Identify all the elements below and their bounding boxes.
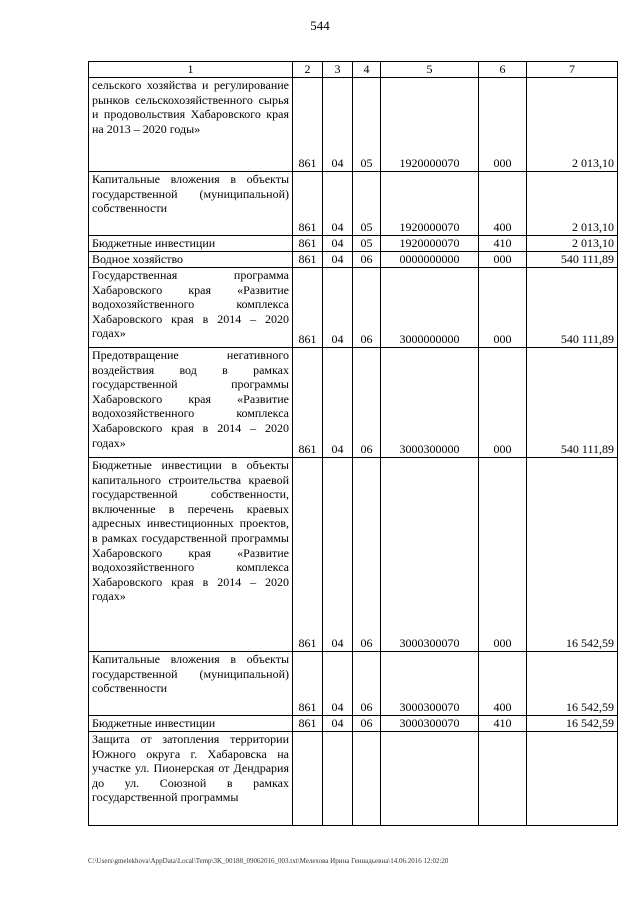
row-target-article: 0000000000 xyxy=(381,252,479,268)
row-amount: 16 542,59 xyxy=(527,716,618,732)
header-cell: 3 xyxy=(323,62,353,78)
row-name: Бюджетные инвестиции xyxy=(89,716,293,732)
row-section xyxy=(323,732,353,826)
row-subsection: 06 xyxy=(353,268,381,348)
row-amount: 540 111,89 xyxy=(527,348,618,458)
header-cell: 5 xyxy=(381,62,479,78)
row-section: 04 xyxy=(323,716,353,732)
row-subsection xyxy=(353,732,381,826)
row-name: Государственная программа Хабаровского края «Развитие водохозяйственного комплекса Хабаровского края в 2014 – 2020 годах» xyxy=(89,268,293,348)
row-section: 04 xyxy=(323,652,353,716)
row-section: 04 xyxy=(323,252,353,268)
row-name: Капитальные вложения в объекты государственной (муниципальной) собственности xyxy=(89,652,293,716)
header-cell: 6 xyxy=(479,62,527,78)
table-row xyxy=(89,716,618,732)
row-expense-type: 400 xyxy=(479,652,527,716)
page-number: 544 xyxy=(310,18,330,33)
row-target-article: 1920000070 xyxy=(381,78,479,172)
row-amount xyxy=(527,732,618,826)
row-amount: 16 542,59 xyxy=(527,458,618,652)
row-target-article: 1920000070 xyxy=(381,236,479,252)
row-expense-type xyxy=(479,732,527,826)
row-subsection: 05 xyxy=(353,172,381,236)
row-code-admin: 861 xyxy=(293,236,323,252)
row-code-admin: 861 xyxy=(293,458,323,652)
row-name: Защита от затопления территории Южного округа г. Хабаровска на участке ул. Пионерская от Дендрария до ул. Союзной в рамках государственной программы xyxy=(89,732,293,826)
row-code-admin xyxy=(293,732,323,826)
row-expense-type: 000 xyxy=(479,268,527,348)
row-section: 04 xyxy=(323,268,353,348)
row-subsection: 06 xyxy=(353,252,381,268)
row-amount: 540 111,89 xyxy=(527,252,618,268)
row-target-article: 3000300000 xyxy=(381,348,479,458)
header-cell: 7 xyxy=(527,62,618,78)
file-path-footer: C:\Users\gmelekhova\AppData\Local\Temp\3K_00188_09062016_003.txt\Мелехова Ирина Геннадьевна\14.06.2016 12:02:20 xyxy=(88,857,449,865)
row-target-article: 1920000070 xyxy=(381,172,479,236)
row-expense-type: 410 xyxy=(479,716,527,732)
row-code-admin: 861 xyxy=(293,652,323,716)
row-amount: 540 111,89 xyxy=(527,268,618,348)
table-row xyxy=(89,252,618,268)
row-expense-type: 000 xyxy=(479,458,527,652)
row-subsection: 05 xyxy=(353,236,381,252)
row-subsection: 06 xyxy=(353,716,381,732)
table-row xyxy=(89,348,618,458)
table-row xyxy=(89,236,618,252)
table-row xyxy=(89,732,618,826)
row-name: сельского хозяйства и регулирование рынков сельскохозяйственного сырья и продовольствия Хабаровского края на 2013 – 2020 годы» xyxy=(89,78,293,172)
row-section: 04 xyxy=(323,348,353,458)
row-amount: 2 013,10 xyxy=(527,78,618,172)
table-row xyxy=(89,458,618,652)
row-section: 04 xyxy=(323,78,353,172)
row-code-admin: 861 xyxy=(293,348,323,458)
row-target-article: 3000300070 xyxy=(381,652,479,716)
header-cell: 1 xyxy=(89,62,293,78)
row-code-admin: 861 xyxy=(293,268,323,348)
row-amount: 2 013,10 xyxy=(527,236,618,252)
table-row xyxy=(89,652,618,716)
row-expense-type: 410 xyxy=(479,236,527,252)
row-subsection: 06 xyxy=(353,348,381,458)
header-cell: 4 xyxy=(353,62,381,78)
row-target-article xyxy=(381,732,479,826)
row-code-admin: 861 xyxy=(293,172,323,236)
row-code-admin: 861 xyxy=(293,716,323,732)
row-name: Бюджетные инвестиции xyxy=(89,236,293,252)
budget-table xyxy=(88,61,618,826)
row-name: Капитальные вложения в объекты государственной (муниципальной) собственности xyxy=(89,172,293,236)
row-subsection: 06 xyxy=(353,652,381,716)
row-expense-type: 000 xyxy=(479,348,527,458)
row-expense-type: 400 xyxy=(479,172,527,236)
row-target-article: 3000000000 xyxy=(381,268,479,348)
table-row xyxy=(89,172,618,236)
row-name: Бюджетные инвестиции в объекты капитального строительства краевой государственной собственности, включенные в перечень краевых адресных инвестиционных проектов, в рамках государственной программы Хабаровского края «Развитие водохозяйственного комплекса Хабаровского края в 2014 – 2020 годах» xyxy=(89,458,293,652)
row-amount: 2 013,10 xyxy=(527,172,618,236)
row-code-admin: 861 xyxy=(293,78,323,172)
row-expense-type: 000 xyxy=(479,252,527,268)
row-subsection: 06 xyxy=(353,458,381,652)
row-section: 04 xyxy=(323,236,353,252)
row-subsection: 05 xyxy=(353,78,381,172)
row-target-article: 3000300070 xyxy=(381,716,479,732)
table-row xyxy=(89,78,618,172)
row-name: Предотвращение негативного воздействия вод в рамках государственной программы Хабаровского края «Развитие водохозяйственного комплекса Хабаровского края в 2014 – 2020 годах» xyxy=(89,348,293,458)
row-code-admin: 861 xyxy=(293,252,323,268)
row-expense-type: 000 xyxy=(479,78,527,172)
row-section: 04 xyxy=(323,458,353,652)
table-header-row xyxy=(89,62,618,78)
row-name: Водное хозяйство xyxy=(89,252,293,268)
row-amount: 16 542,59 xyxy=(527,652,618,716)
header-cell: 2 xyxy=(293,62,323,78)
row-section: 04 xyxy=(323,172,353,236)
table-row xyxy=(89,268,618,348)
row-target-article: 3000300070 xyxy=(381,458,479,652)
